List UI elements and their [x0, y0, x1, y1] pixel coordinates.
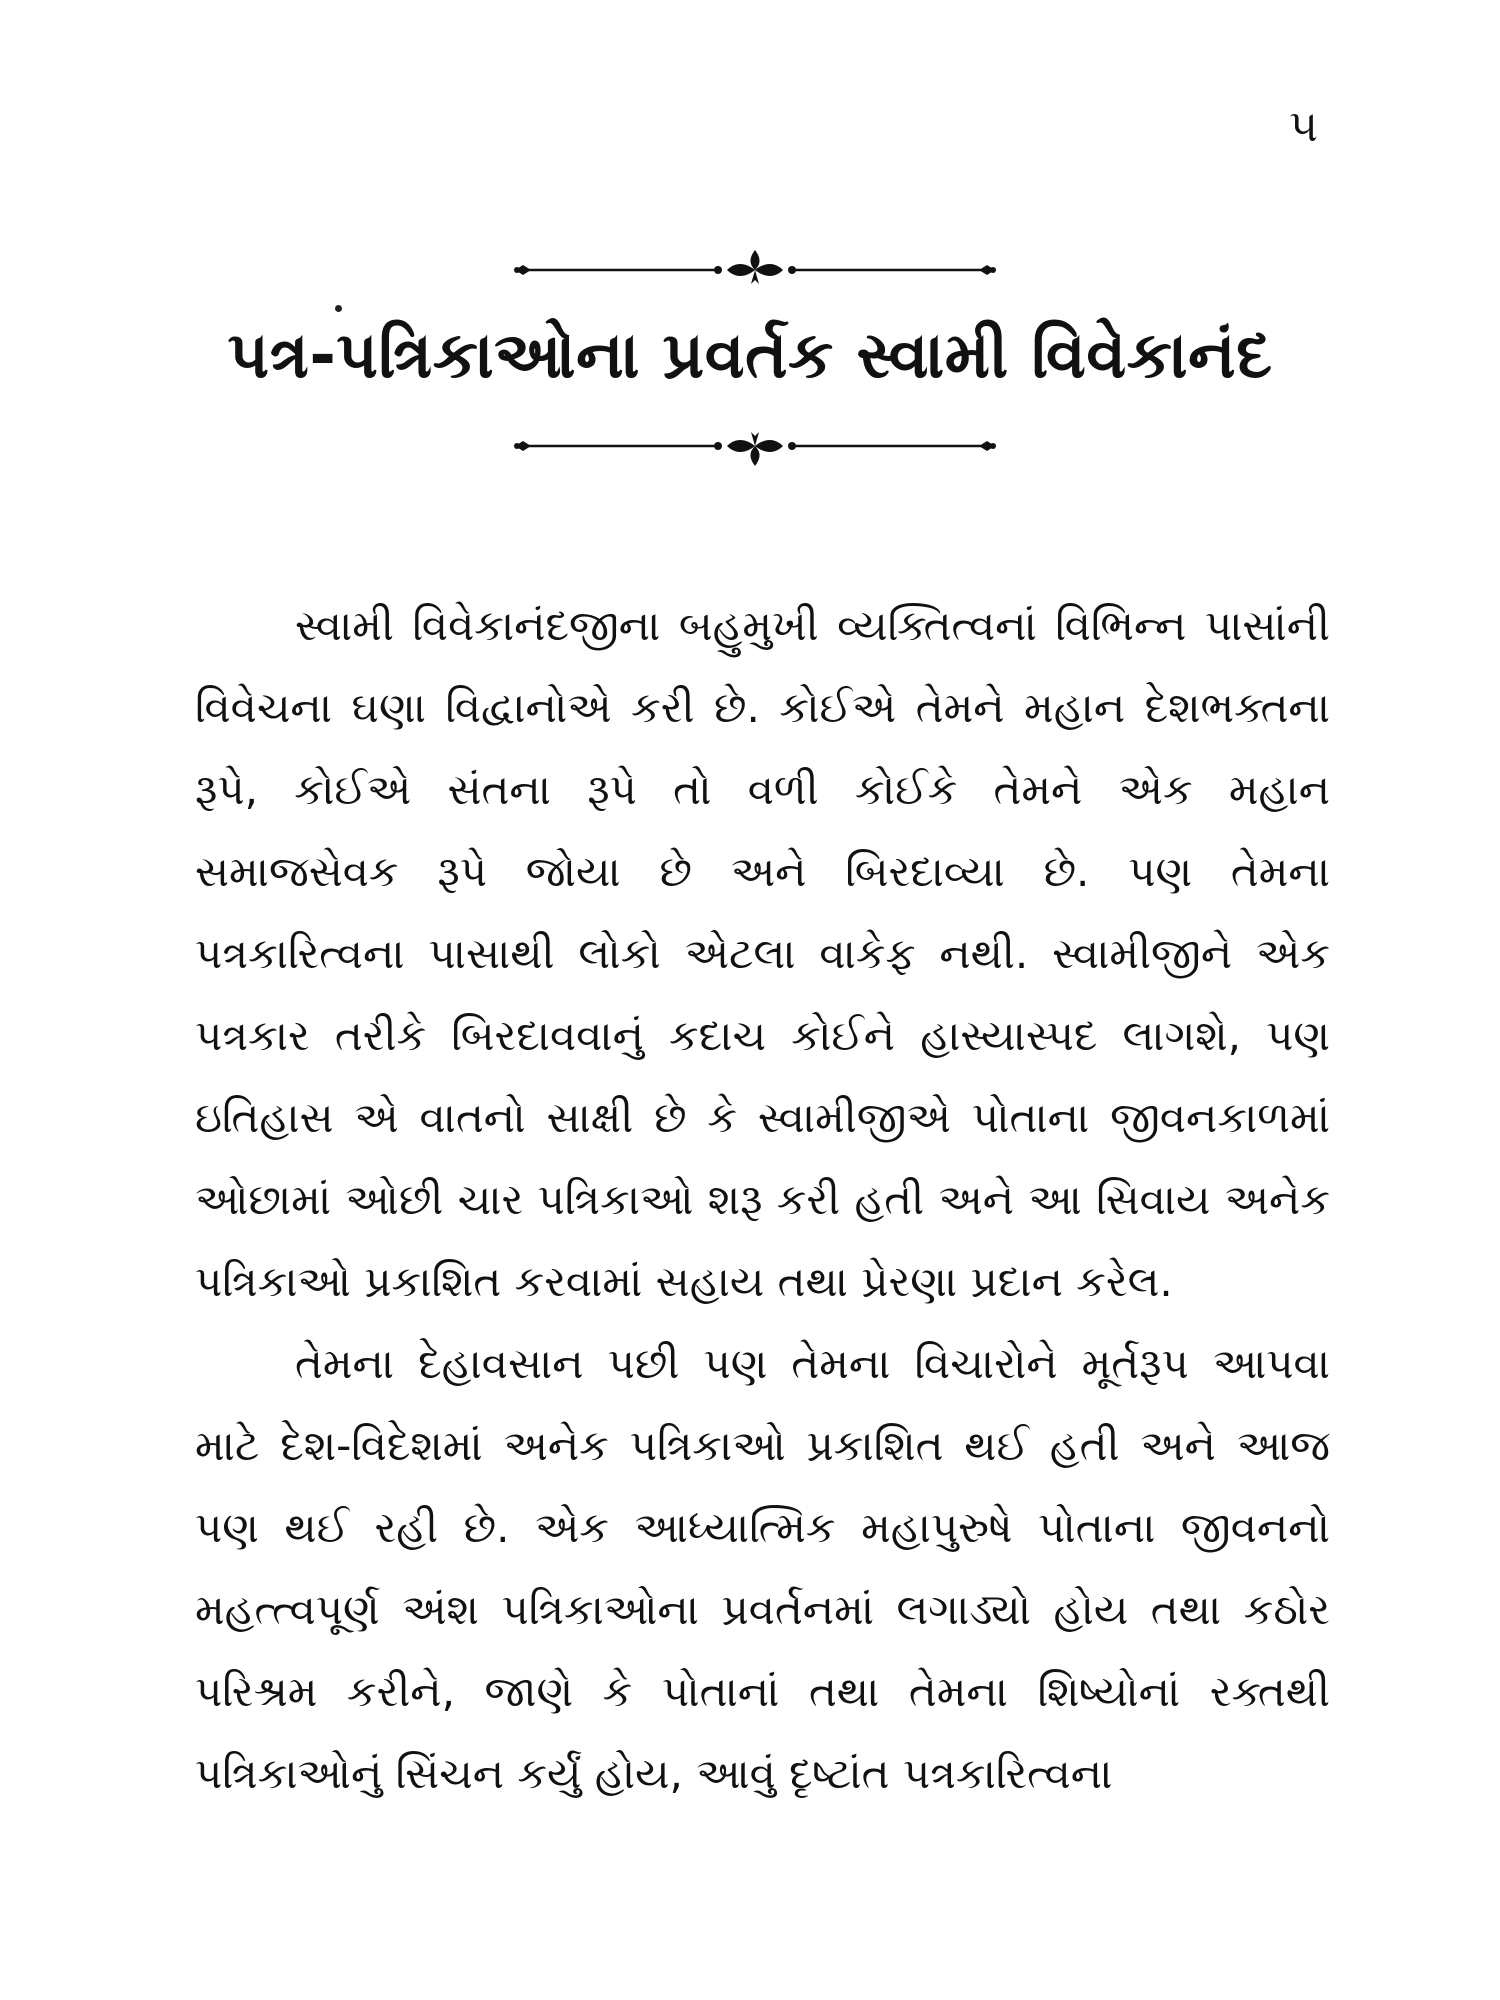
body-text: [195, 585, 1330, 1815]
paragraph-2: તેમના દેહાવસાન પછી પણ તેમના વિચારોને મૂર્તરૂપ આપવા માટે દેશ-વિદેશમાં અનેક પત્રિકાઓ પ્રકાશિત થઈ હતી અને આજ પણ થઈ રહી છે. એક આધ્યાત્મિક મહાપુરુષે પોતાના જીવનનો મહત્ત્વપૂર્ણ અંશ પત્રિકાઓના પ્રવર્તનમાં લગાડ્યો હોય તથા કઠોર પરિશ્રમ કરીને, જાણે કે પોતાનાં તથા તેમના શિષ્યોનાં રક્તથી પત્રિકાઓનું સિંચન કર્યું હોય, આવું દૃષ્ટાંત પત્રકારિત્વના: [195, 1339, 1330, 1798]
ornament-divider-bottom: [505, 428, 1005, 468]
page-number: ૫: [1289, 101, 1318, 152]
chapter-title: પત્ર-પત્રિકાઓના પ્રવર્તક સ્વામી વિવેકાનંદ: [227, 319, 1273, 393]
ink-dot: [335, 305, 342, 312]
ornament-divider-top: [505, 248, 1005, 288]
paragraph-1: સ્વામી વિવેકાનંદજીના બહુમુખી વ્યક્તિત્વનાં વિભિન્ન પાસાંની વિવેચના ઘણા વિદ્વાનોએ કરી છે. કોઈએ તેમને મહાન દેશભક્તના રૂપે, કોઈએ સંતના રૂપે તો વળી કોઈકે તેમને એક મહાન સમાજસેવક રૂપે જોયા છે અને બિરદાવ્યા છે. પણ તેમના પત્રકારિત્વના પાસાથી લોકો એટલા વાકેફ નથી. સ્વામીજીને એક પત્રકાર તરીકે બિરદાવવાનું કદાચ કોઈને હાસ્યાસ્પદ લાગશે, પણ ઇતિહાસ એ વાતનો સાક્ષી છે કે સ્વામીજીએ પોતાના જીવનકાળમાં ઓછામાં ઓછી ચાર પત્રિકાઓ શરૂ કરી હતી અને આ સિવાય અનેક પત્રિકાઓ પ્રકાશિત કરવામાં સહાય તથા પ્રેરણા પ્રદાન કરેલ.: [195, 601, 1330, 1306]
